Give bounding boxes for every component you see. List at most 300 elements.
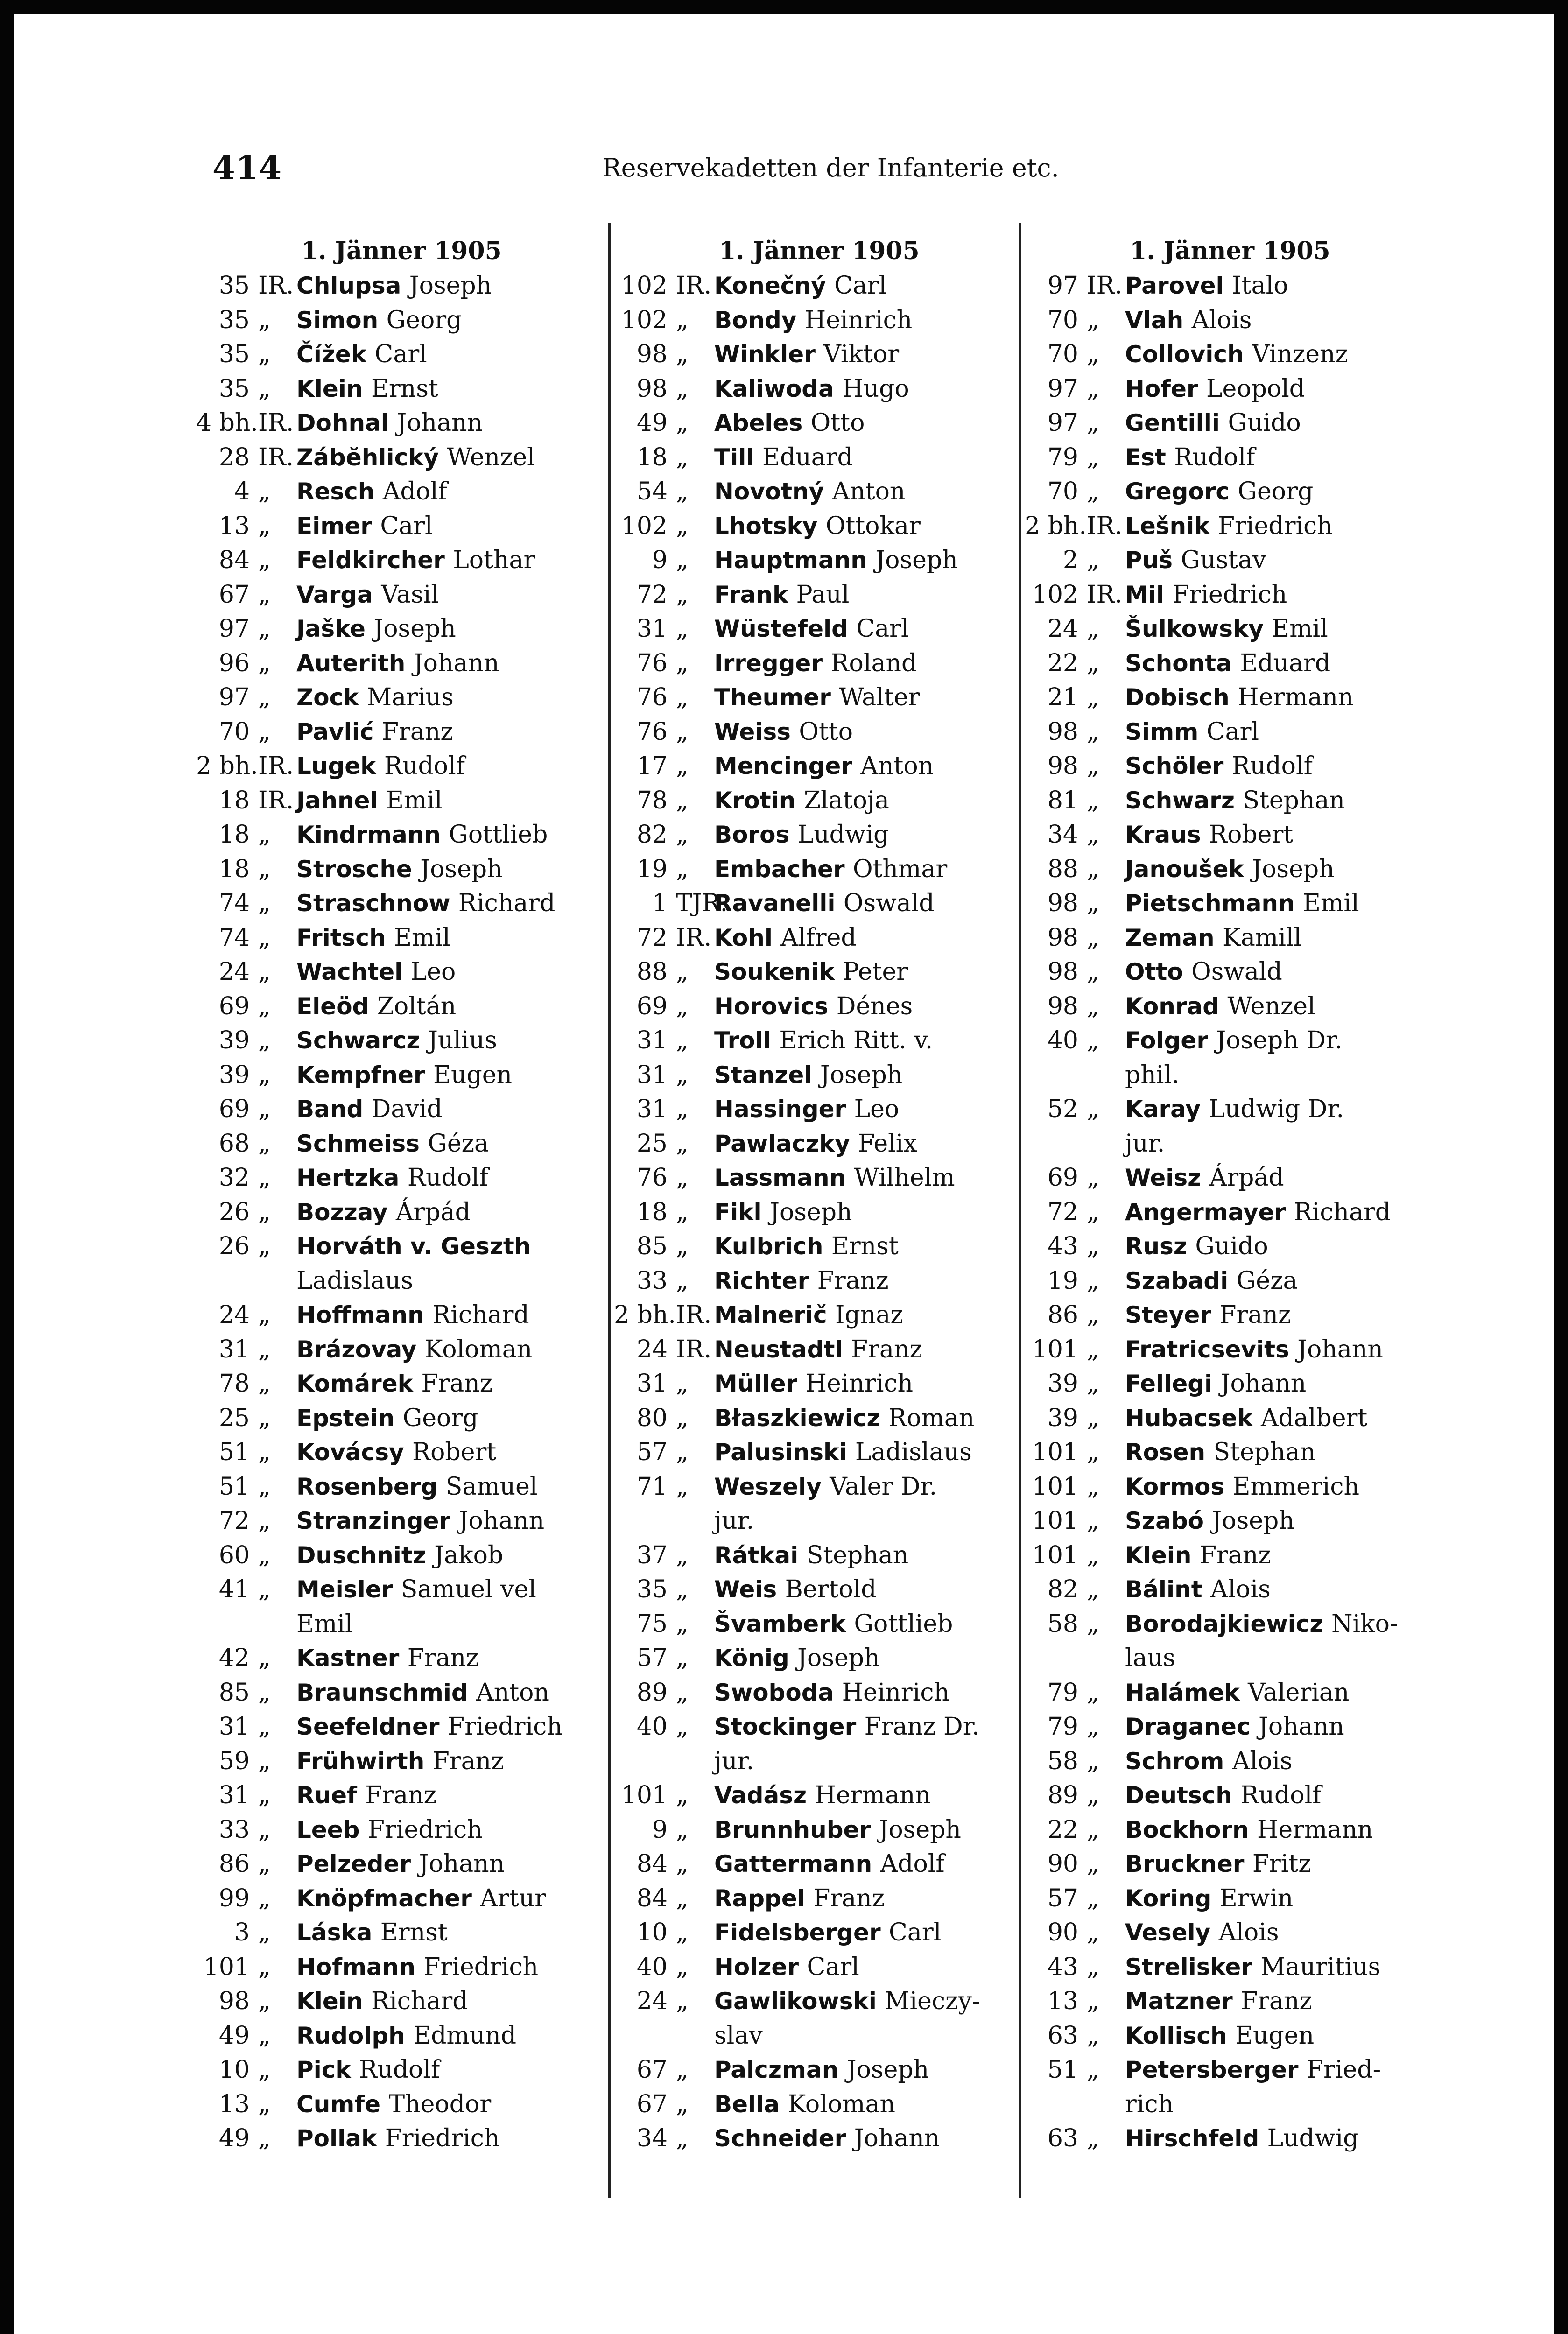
regiment (196, 1744, 292, 1779)
given-name: Wenzel (1227, 992, 1315, 1020)
cadet-name (714, 1230, 899, 1264)
list-item (1025, 852, 1435, 887)
cadet-name (714, 2053, 929, 2088)
regiment-unit: „ (1087, 1266, 1099, 1295)
regiment-unit: „ (258, 1815, 271, 1844)
regiment-unit: „ (676, 1438, 689, 1466)
regiment-unit: „ (676, 615, 689, 643)
regiment (196, 475, 292, 509)
cadet-name (1125, 1401, 1367, 1436)
regiment-number: 40 (636, 1713, 668, 1741)
regiment-unit: „ (676, 1129, 689, 1158)
cadet-name (1125, 1092, 1344, 1127)
regiment-unit: „ (676, 821, 689, 849)
cadet-name (296, 1230, 531, 1264)
regiment-unit: „ (676, 1884, 689, 1912)
surname: Soukenik (714, 958, 835, 985)
regiment-number: 9 (652, 546, 668, 574)
cadet-name (1125, 955, 1282, 990)
given-name: Gustav (1181, 546, 1266, 574)
regiment (196, 2122, 292, 2156)
given-name: Alfred (780, 923, 857, 952)
cadet-name (714, 1607, 953, 1642)
given-name: Ernst (831, 1232, 899, 1260)
entry-continuation: jur. (714, 1507, 754, 1535)
regiment (614, 612, 710, 647)
regiment-number: 72 (1047, 1198, 1078, 1226)
surname: Janoušek (1125, 855, 1244, 883)
list-item (1025, 2088, 1435, 2122)
regiment-unit: „ (676, 683, 689, 711)
regiment (196, 1161, 292, 1195)
cadet-name (1125, 303, 1252, 338)
surname: Szabadi (1125, 1267, 1229, 1294)
cadet-name (296, 303, 462, 338)
list-item (614, 990, 1025, 1024)
column-3 (1025, 233, 1435, 2156)
surname: Resch (296, 478, 375, 505)
given-name: Joseph (420, 855, 503, 883)
regiment (196, 749, 292, 784)
surname: Pavlić (296, 718, 374, 745)
regiment-number: 51 (218, 1472, 250, 1501)
regiment (196, 1092, 292, 1127)
surname: Kraus (1125, 821, 1201, 848)
cadet-name (296, 647, 499, 681)
cadet-name (296, 921, 450, 956)
regiment-unit: „ (1087, 923, 1099, 952)
cadet-name (1125, 1984, 1312, 2019)
list-item (196, 1367, 607, 1401)
regiment (1025, 1470, 1120, 1504)
regiment-number: 70 (218, 717, 250, 746)
list-item (614, 1435, 1025, 1470)
regiment (1025, 1264, 1120, 1299)
cadet-name (714, 372, 909, 407)
list-item (614, 647, 1025, 681)
given-name: Alois (1191, 306, 1252, 334)
regiment-number: 98 (636, 374, 668, 403)
cadet-name (296, 818, 548, 852)
list-item (196, 1161, 607, 1195)
surname: Angermayer (1125, 1198, 1286, 1226)
given-name: Valer Dr. (830, 1472, 937, 1501)
cadet-name (1125, 1161, 1284, 1195)
regiment-number: 39 (1047, 1404, 1078, 1432)
cadet-name (296, 1847, 505, 1882)
regiment-number: 43 (1047, 1232, 1078, 1260)
cadet-name (714, 1573, 877, 1607)
regiment-number: 89 (636, 1678, 668, 1707)
regiment (614, 1984, 710, 2019)
cadet-name (714, 1984, 980, 2019)
surname: Vesely (1125, 1919, 1211, 1946)
surname: Varga (296, 581, 373, 608)
regiment (614, 1641, 710, 1676)
surname: Wüstefeld (714, 615, 848, 642)
regiment-unit: „ (676, 786, 689, 815)
regiment-unit: „ (258, 340, 271, 368)
regiment-number: 57 (1047, 1884, 1078, 1912)
cadet-name (1125, 372, 1305, 407)
surname: Hertzka (296, 1164, 400, 1191)
list-item (1025, 1984, 1435, 2019)
surname: Matzner (1125, 1988, 1233, 2015)
list-item (614, 1779, 1025, 1813)
surname: Winkler (714, 341, 816, 368)
regiment-unit: „ (676, 1781, 689, 1809)
regiment-unit: „ (258, 374, 271, 403)
regiment-number: 33 (636, 1266, 668, 1295)
list-item (196, 784, 607, 818)
regiment-unit: „ (258, 1884, 271, 1912)
regiment-unit: „ (1087, 1610, 1099, 1638)
surname: Konrad (1125, 992, 1220, 1020)
given-name: Guido (1228, 409, 1301, 437)
cadet-name (1125, 578, 1287, 612)
regiment-unit: „ (676, 1404, 689, 1432)
cadet-name (714, 955, 908, 990)
surname: Hubacsek (1125, 1404, 1253, 1432)
surname: Szabó (1125, 1507, 1204, 1534)
cadet-name (1125, 715, 1259, 750)
cadet-name (296, 1092, 443, 1127)
regiment (196, 1573, 292, 1607)
given-name: Friedrich (1172, 580, 1287, 609)
regiment-unit: „ (1087, 1404, 1099, 1432)
regiment-unit: „ (258, 1129, 271, 1158)
cadet-name (714, 303, 912, 338)
regiment (614, 681, 710, 715)
regiment-number: 2 bh. (196, 752, 258, 780)
list-item (196, 1230, 607, 1264)
regiment-unit: „ (258, 1198, 271, 1226)
regiment (196, 2088, 292, 2122)
given-name: Rudolf (359, 2056, 440, 2084)
cadet-name (296, 1573, 536, 1607)
list-item (614, 1195, 1025, 1230)
regiment-unit: „ (676, 1061, 689, 1089)
cadet-name (714, 990, 913, 1024)
list-item (1025, 475, 1435, 509)
cadet-name (714, 2088, 895, 2122)
cadet-name (1125, 406, 1301, 441)
list-item (196, 1882, 607, 1916)
list-item (614, 1401, 1025, 1436)
list-item (196, 1779, 607, 1813)
list-item (1025, 647, 1435, 681)
surname: König (714, 1645, 789, 1672)
regiment-number: 69 (1047, 1164, 1078, 1192)
given-name: Rudolf (384, 752, 465, 780)
given-name: Roland (830, 649, 917, 677)
list-item (196, 2019, 607, 2053)
cadet-name (1125, 1916, 1279, 1950)
regiment-unit: „ (676, 649, 689, 677)
regiment-number: 39 (218, 1061, 250, 1089)
regiment-number: 69 (636, 992, 668, 1020)
surname: Duschnitz (296, 1541, 426, 1569)
cadet-name (714, 1813, 961, 1848)
regiment-number: 57 (636, 1438, 668, 1466)
regiment (1025, 715, 1120, 750)
list-item (1025, 1539, 1435, 1573)
regiment-number: 26 (218, 1198, 250, 1226)
surname: Bondy (714, 306, 797, 334)
list-item (1025, 818, 1435, 852)
list-item (1025, 1641, 1435, 1676)
cadet-name (1125, 818, 1293, 852)
cadet-name (296, 2122, 499, 2156)
given-name: Árpád (1209, 1164, 1284, 1192)
surname: Lassmann (714, 1164, 846, 1191)
regiment (196, 578, 292, 612)
regiment-unit: „ (676, 1266, 689, 1295)
regiment (614, 1539, 710, 1573)
regiment-unit: „ (258, 1919, 271, 1947)
regiment-unit: „ (676, 409, 689, 437)
regiment-number: 2 (1062, 546, 1078, 574)
regiment (614, 955, 710, 990)
regiment (196, 681, 292, 715)
regiment-number: 69 (218, 992, 250, 1020)
regiment-unit: „ (1087, 649, 1099, 677)
regiment-number: 74 (218, 889, 250, 917)
surname: Brunnhuber (714, 1816, 871, 1843)
regiment-number: 24 (636, 1335, 668, 1364)
list-item (614, 1607, 1025, 1642)
surname: Simon (296, 306, 379, 334)
regiment-unit: „ (676, 992, 689, 1020)
surname: Weszely (714, 1473, 822, 1500)
regiment-number: 37 (636, 1541, 668, 1569)
surname: Folger (1125, 1027, 1208, 1054)
regiment-unit: IR. (258, 443, 294, 471)
given-name: Emil (394, 923, 450, 952)
surname: Vadász (714, 1782, 807, 1809)
regiment (1025, 269, 1123, 303)
regiment-number: 58 (1047, 1747, 1078, 1775)
surname: Frank (714, 581, 788, 608)
given-name: Ludwig Dr. (1209, 1095, 1344, 1123)
regiment-number: 84 (218, 546, 250, 574)
surname: Weisz (1125, 1164, 1202, 1191)
cadet-name (714, 509, 921, 544)
cadet-name (714, 1401, 974, 1436)
regiment-number: 102 (621, 512, 668, 540)
given-name: Gottlieb (449, 821, 548, 849)
regiment (196, 337, 292, 372)
given-name: Joseph (820, 1061, 903, 1089)
surname: Gregorc (1125, 478, 1230, 505)
regiment-number: 13 (1047, 1987, 1078, 2015)
list-item (196, 1710, 607, 1744)
regiment (1025, 543, 1120, 578)
given-name: Wilhelm (854, 1164, 955, 1192)
given-name: Friedrich (423, 1953, 539, 1981)
list-item (614, 2088, 1025, 2122)
surname: Lhotsky (714, 512, 818, 540)
regiment-unit: „ (676, 340, 689, 368)
given-name: Friedrich (367, 1815, 483, 1844)
list-item (196, 509, 607, 544)
list-item (614, 852, 1025, 887)
given-name: Eduard (762, 443, 853, 471)
regiment-number: 35 (218, 340, 250, 368)
cadet-name (714, 1676, 949, 1710)
cadet-name (296, 955, 456, 990)
cadet-name (1125, 1367, 1306, 1401)
regiment (1025, 955, 1120, 990)
given-name: Eugen (1235, 2021, 1315, 2050)
given-name: Otto (799, 717, 853, 746)
cadet-name (1125, 749, 1313, 784)
given-name: Friedrich (1217, 512, 1333, 540)
regiment-unit: „ (676, 1953, 689, 1981)
regiment (1025, 2019, 1120, 2053)
regiment-unit: „ (676, 1370, 689, 1398)
regiment (1025, 1401, 1120, 1436)
surname: Palczman (714, 2056, 839, 2083)
regiment-number: 102 (621, 306, 668, 334)
regiment-number: 78 (218, 1370, 250, 1398)
surname: Čížek (296, 341, 367, 368)
regiment-number: 31 (636, 1061, 668, 1089)
list-item (614, 1333, 1025, 1367)
list-item (1025, 1435, 1435, 1470)
cadet-name (1125, 1744, 1293, 1779)
given-name: Koloman (424, 1335, 533, 1364)
regiment-unit: „ (1087, 478, 1099, 506)
given-name: Marius (366, 683, 454, 711)
regiment (614, 1470, 710, 1504)
regiment-number: 101 (1032, 1541, 1078, 1569)
list-item (614, 372, 1025, 407)
regiment (196, 441, 292, 475)
given-name: Johann (397, 409, 483, 437)
given-name: Heinrich (804, 306, 913, 334)
list-item (614, 1676, 1025, 1710)
given-name: Joseph (875, 546, 958, 574)
regiment (196, 1641, 292, 1676)
cadet-name (714, 1264, 889, 1299)
given-name: Adolf (382, 478, 447, 506)
list-item (1025, 337, 1435, 372)
list-item (196, 2122, 607, 2156)
surname: Dohnal (296, 409, 389, 436)
given-name: Ernst (371, 374, 438, 403)
regiment-number: 97 (218, 683, 250, 711)
given-name: Carl (834, 272, 887, 300)
regiment-number: 63 (1047, 2124, 1078, 2152)
regiment-number: 28 (218, 443, 250, 471)
list-item (1025, 1264, 1435, 1299)
surname: Schöler (1125, 752, 1224, 780)
cadet-name (296, 1470, 538, 1504)
list-item (196, 1744, 607, 1779)
regiment-number: 34 (1047, 821, 1078, 849)
regiment (1025, 1916, 1120, 1950)
regiment-number: 76 (636, 683, 668, 711)
list-item (614, 612, 1025, 647)
given-name: Árpád (395, 1198, 471, 1226)
regiment (614, 1127, 710, 1161)
cadet-name (296, 406, 483, 441)
list-item (1025, 1195, 1435, 1230)
surname: Rappel (714, 1884, 805, 1912)
cadet-name (714, 1882, 885, 1916)
list-item (614, 749, 1025, 784)
surname: Deutsch (1125, 1782, 1232, 1809)
surname: Parovel (1125, 272, 1224, 299)
given-name: Eugen (433, 1061, 513, 1089)
regiment-unit: „ (258, 306, 271, 334)
given-name: Ottokar (825, 512, 921, 540)
regiment-number: 72 (636, 923, 668, 952)
surname: Abeles (714, 409, 803, 436)
cadet-name (714, 1916, 941, 1950)
surname: Kulbrich (714, 1233, 823, 1260)
list-item (614, 1161, 1025, 1195)
surname: Krotin (714, 787, 796, 814)
list-item (614, 578, 1025, 612)
regiment-unit: „ (1087, 1781, 1099, 1809)
list-item (196, 1195, 607, 1230)
list-item (1025, 749, 1435, 784)
regiment (1025, 578, 1123, 612)
regiment (196, 1882, 292, 1916)
regiment (614, 784, 710, 818)
list-item (614, 1744, 1025, 1779)
regiment-unit: „ (1087, 855, 1099, 883)
surname: Koring (1125, 1884, 1212, 1912)
regiment (614, 1161, 710, 1195)
surname: Strelisker (1125, 1953, 1252, 1981)
regiment (614, 2053, 710, 2088)
cadet-name (714, 1024, 933, 1058)
cadet-name (1125, 1847, 1311, 1882)
list-item (614, 1504, 1025, 1539)
regiment-unit: „ (1087, 1198, 1099, 1226)
cadet-name (1125, 269, 1288, 303)
list-item (614, 337, 1025, 372)
regiment (614, 337, 710, 372)
regiment (196, 509, 292, 544)
regiment-number: 84 (636, 1850, 668, 1878)
cadet-name (296, 2019, 516, 2053)
surname: Ruef (296, 1782, 357, 1809)
cadet-name (714, 1847, 945, 1882)
surname: Gawlikowski (714, 1988, 877, 2015)
cadet-name (1125, 1024, 1343, 1058)
regiment (196, 1984, 292, 2019)
cadet-name (714, 715, 853, 750)
list-item (614, 2053, 1025, 2088)
cadet-name (714, 784, 889, 818)
list-item (614, 681, 1025, 715)
regiment-unit: „ (258, 1370, 271, 1398)
given-name: Samuel (445, 1472, 538, 1501)
surname: Eimer (296, 512, 372, 540)
cadet-name (714, 406, 865, 441)
regiment-unit: „ (676, 1850, 689, 1878)
regiment (196, 1779, 292, 1813)
regiment (1025, 2053, 1120, 2088)
regiment-number: 40 (636, 1953, 668, 1981)
list-item (196, 269, 607, 303)
given-name: Guido (1195, 1232, 1268, 1260)
cadet-name (714, 441, 853, 475)
